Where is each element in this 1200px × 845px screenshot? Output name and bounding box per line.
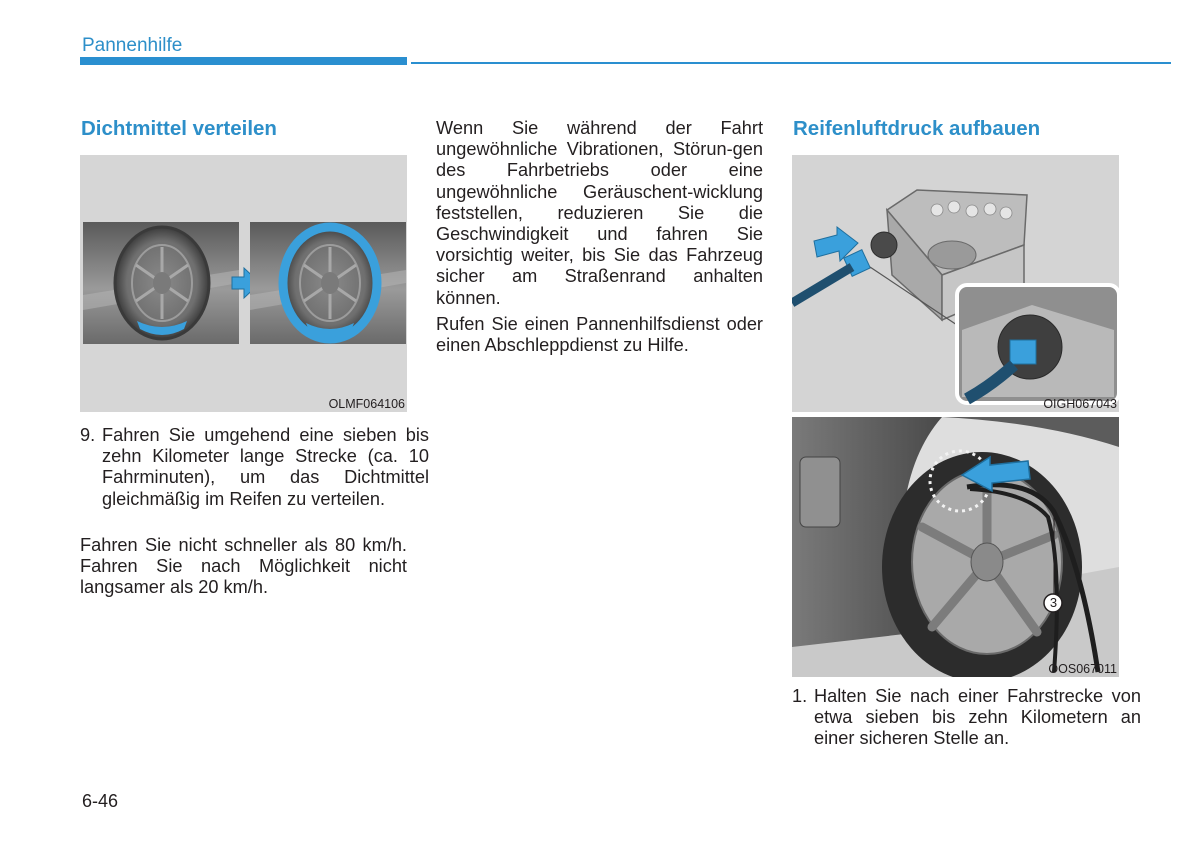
vibration-paragraph: Wenn Sie während der Fahrt ungewöhnliche Vibrationen, Störun-gen des Fahrbetriebs oder eine ungewöhnliche Geräuschent-wicklung feststellen, reduzieren Sie die Geschwindigkeit und fahren Sie vorsichtig weiter, bis Sie das Fahrzeug sicher am Straßenrand anhalten können. — [436, 118, 763, 308]
figure-tire-valve — [792, 417, 1119, 677]
figure-code: OLMF064106 — [328, 397, 405, 411]
figure-code: OIGH067043 — [1043, 397, 1117, 411]
heading-reifenluftdruck-aufbauen: Reifenluftdruck aufbauen — [793, 117, 1041, 140]
step-number: 1. — [792, 686, 808, 706]
heading-dichtmittel-verteilen: Dichtmittel verteilen — [81, 117, 277, 140]
sealant-distribution-illustration — [80, 155, 407, 412]
step-text: Halten Sie nach einer Fahrstrecke von etwa sieben bis zehn Kilometern an einer sicheren Stelle an. — [814, 686, 1141, 749]
step-number: 9. — [80, 425, 96, 445]
step-9 — [80, 425, 429, 510]
speed-paragraph: Fahren Sie nicht schneller als 80 km/h. Fahren Sie nach Möglichkeit nicht langsamer als 20 km/h. — [80, 535, 407, 598]
step-1 — [792, 686, 1141, 750]
figure-sealant-distribution — [80, 155, 407, 412]
tire-valve-illustration — [792, 417, 1119, 677]
section-title: Pannenhilfe — [82, 35, 183, 56]
page-number: 6-46 — [82, 791, 119, 811]
header-bar-thin — [411, 62, 1171, 64]
figure-code: OOS067011 — [1048, 662, 1117, 676]
callout-3: 3 — [1049, 595, 1058, 610]
compressor-illustration — [792, 155, 1119, 412]
step-text: Fahren Sie umgehend eine sieben bis zehn Kilometer lange Strecke (ca. 10 Fahrminuten), um das Dichtmittel gleichmäßig im Reifen zu verteilen. — [102, 425, 429, 509]
roadside-assistance-paragraph: Rufen Sie einen Pannenhilfsdienst oder einen Abschleppdienst zu Hilfe. — [436, 314, 763, 356]
header-bar-thick — [80, 57, 407, 65]
figure-compressor — [792, 155, 1119, 412]
